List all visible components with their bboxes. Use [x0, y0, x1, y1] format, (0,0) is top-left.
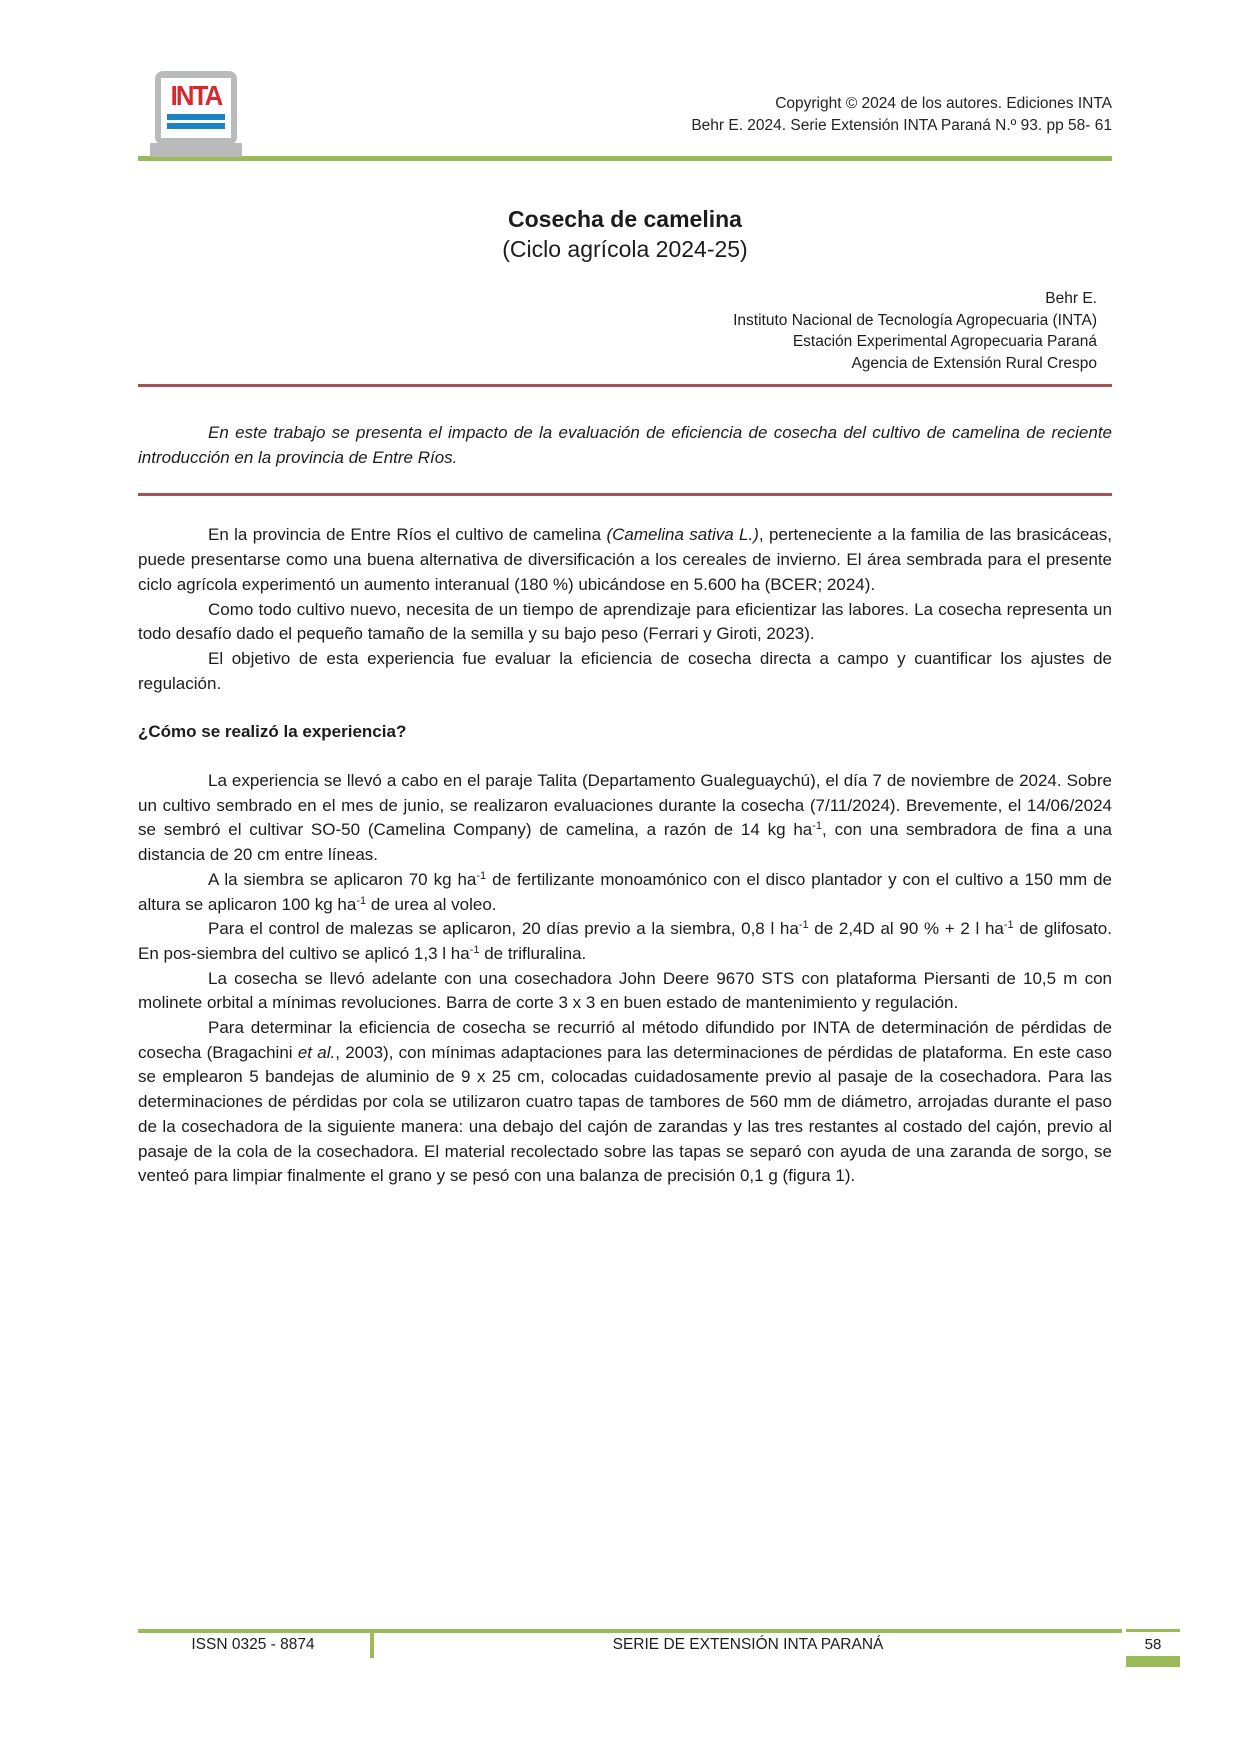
body-paragraph [138, 917, 1112, 966]
title-block [138, 204, 1112, 264]
text-run: -1 [476, 869, 487, 882]
footer-issn: ISSN 0325 - 8874 [191, 1636, 315, 1653]
author-line: Agencia de Extensión Rural Crespo [851, 354, 1097, 372]
abstract-rule-top [138, 384, 1112, 387]
page-number: 58 [1144, 1636, 1162, 1653]
text-run: -1 [798, 919, 809, 932]
page-number-rule-bottom [1126, 1656, 1180, 1667]
footer-series-title: SERIE DE EXTENSIÓN INTA PARANÁ [612, 1636, 884, 1653]
body-paragraph [138, 967, 1112, 1016]
text-run: , con una sembradora de fina a una distancia de 20 cm entre líneas. [138, 820, 1112, 865]
text-run: de 2,4D al 90 % + 2 l ha [808, 919, 1004, 939]
inta-logo-bar [167, 114, 225, 120]
text-run: -1 [1003, 919, 1014, 932]
text-run: A la siembra se aplicaron 70 kg ha [208, 869, 477, 889]
author-line: Instituto Nacional de Tecnología Agropecuaria (INTA) [733, 311, 1097, 329]
text-run: -1 [469, 943, 480, 956]
text-run: En la provincia de Entre Ríos el cultivo de camelina [208, 525, 607, 545]
text-run: Para el control de malezas se aplicaron, 20 días previo a la siembra, 0,8 l ha [208, 919, 799, 939]
page-number-block [1126, 1629, 1180, 1667]
text-run: de trifluralina. [479, 943, 587, 963]
text-run: Para determinar la eficiencia de cosecha se recurrió al método difundido por INTA de determinación de pérdidas de cosecha (Bragachini [138, 1018, 1112, 1062]
body-paragraph [138, 598, 1112, 647]
footer-rule [138, 1629, 1122, 1633]
inta-logo-base [150, 143, 242, 157]
text-run: et al. [297, 1042, 336, 1062]
body-paragraph [138, 769, 1112, 868]
copyright-line: Copyright © 2024 de los autores. Ediciones INTA [775, 95, 1112, 112]
text-run: , 2003), con mínimas adaptaciones para las determinaciones de pérdidas de plataforma. En este caso se emplearon 5 bandejas de aluminio de 9 x 25 cm, colocadas cuidadosamente previo al pasaje de la cosechadora. Para las determinaciones de pérdidas por cola se utilizaron cuatro tapas de tambores de 560 mm de diámetro, arrojadas durante el paso de la cosechadora de la siguiente manera: una debajo del cajón de zarandas y las tres restantes al costado del cajón, previo al pasaje de la cola de la cosechadora. El material recolectado sobre las tapas se separó con ayuda de una zaranda de sorgo, se venteó para limpiar finalmente el grano y se pesó con una balanza de precisión 0,1 g (figura 1). [138, 1042, 1112, 1186]
inta-logo-text: INTA [170, 80, 222, 111]
abstract-rule-bottom [138, 493, 1112, 496]
header-rule [138, 156, 1112, 161]
text-run: La experiencia se llevó a cabo en el paraje Talita (Departamento Gualeguaychú), el día 7 de noviembre de 2024. Sobre un cultivo sembrado en el mes de junio, se realizaron evaluaciones durante la cosecha (7/11/2024). Brevemente, el 14/06/2024 se sembró el cultivar SO-50 (Camelina Company) de camelina, a razón de 14 kg ha [138, 771, 1112, 840]
text-run: de fertilizante monoamónico con el disco plantador y con el cultivo a 150 mm de altura se aplicaron 100 kg ha [138, 869, 1113, 914]
page-title: Cosecha de camelina [508, 206, 742, 232]
author-block [138, 288, 1112, 374]
abstract-text: En este trabajo se presenta el impacto de la evaluación de eficiencia de cosecha del cultivo de camelina de reciente introducción en la provincia de Entre Ríos. [138, 423, 1112, 467]
inta-logo-icon [150, 71, 242, 157]
text-run: de urea al voleo. [366, 894, 497, 914]
text-run: , perteneciente a la familia de las brasicáceas, puede presentarse como una buena alternativa de diversificación a los cereales de invierno. El área sembrada para el presente ciclo agrícola experimentó un aumento interanual (180 %) ubicándose en 5.600 ha (BCER; 2024). [138, 525, 1112, 594]
body-paragraph [138, 868, 1112, 917]
text-run: -1 [812, 820, 823, 833]
author-line: Estación Experimental Agropecuaria Paraná [792, 333, 1097, 350]
header-credits [691, 93, 1112, 136]
text-run: El objetivo de esta experiencia fue evaluar la eficiencia de cosecha directa a campo y cuantificar los ajustes de regulación. [138, 648, 1112, 693]
page-header [138, 0, 1112, 162]
author-line: Behr E. [1045, 290, 1097, 307]
body-paragraph [138, 1016, 1112, 1189]
inta-logo-panel [161, 78, 231, 138]
citation-line: Behr E. 2024. Serie Extensión INTA Paraná N.º 93. pp 58- 61 [691, 116, 1112, 134]
body-paragraph [138, 647, 1112, 696]
article-body [138, 523, 1112, 1189]
abstract [138, 421, 1112, 470]
text-run: Como todo cultivo nuevo, necesita de un tiempo de aprendizaje para eficientizar las labores. La cosecha representa un todo desafío dado el pequeño tamaño de la semilla y su bajo peso (Ferrari y Giroti, 2023). [138, 599, 1112, 644]
text-run: (Camelina sativa L.) [606, 525, 759, 545]
page-subtitle: (Ciclo agrícola 2024-25) [502, 236, 748, 262]
text-run: La cosecha se llevó adelante con una cosechadora John Deere 9670 STS con plataforma Piersanti de 10,5 m con molinete orbital a mínimas revoluciones. Barra de corte 3 x 3 en buen estado de mantenimiento y regulación. [138, 968, 1112, 1013]
body-paragraph [138, 523, 1112, 597]
text-run: -1 [356, 894, 367, 907]
inta-logo-bar [167, 123, 225, 129]
section-heading: ¿Cómo se realizó la experiencia? [138, 722, 407, 742]
inta-logo-frame [155, 71, 237, 145]
text-run: de glifosato. En pos-siembra del cultivo se aplicó 1,3 l ha [138, 919, 1112, 963]
